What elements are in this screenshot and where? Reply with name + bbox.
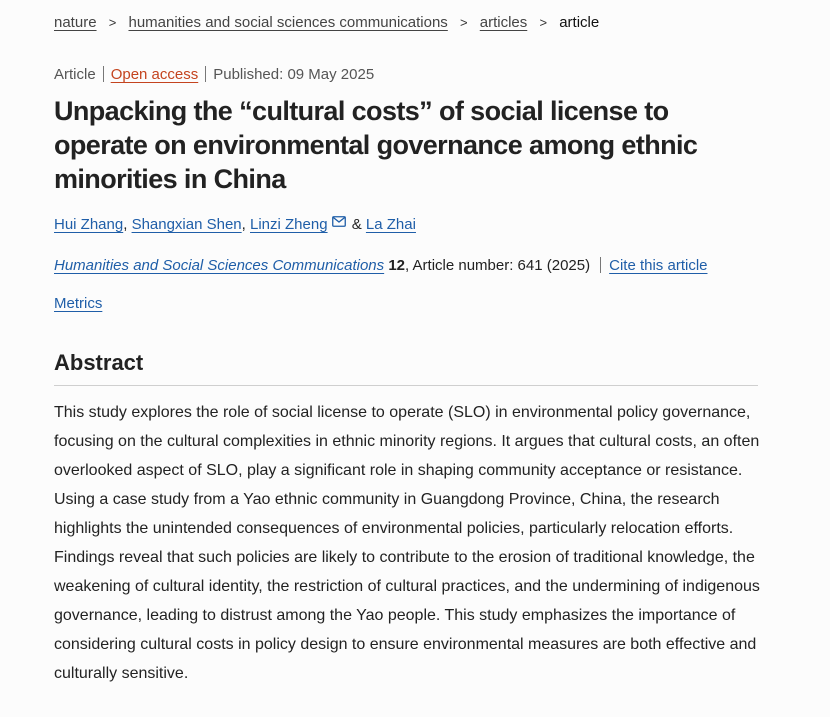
breadcrumb-current: article bbox=[559, 14, 600, 31]
author-link[interactable]: Hui Zhang bbox=[54, 216, 124, 233]
breadcrumb bbox=[54, 14, 599, 31]
published-date: Published: 09 May 2025 bbox=[213, 66, 375, 83]
divider bbox=[103, 66, 104, 82]
divider bbox=[205, 66, 206, 82]
journal-link[interactable]: Humanities and Social Sciences Communications bbox=[54, 257, 385, 274]
metrics-section bbox=[54, 295, 102, 312]
page-title: Unpacking the “cultural costs” of social license to operate on environmental governance among ethnic minorities in China bbox=[54, 96, 698, 194]
divider bbox=[54, 385, 758, 386]
breadcrumb-articles[interactable]: articles bbox=[479, 14, 528, 31]
divider bbox=[600, 257, 601, 273]
journal-volume: 12 bbox=[388, 257, 406, 274]
article-number: , Article number: 641 (2025) bbox=[405, 257, 591, 274]
article-type: Article bbox=[54, 66, 96, 83]
chevron-right-icon: > bbox=[459, 15, 468, 30]
abstract-heading: Abstract bbox=[54, 350, 144, 375]
breadcrumb-journal[interactable]: humanities and social sciences communications bbox=[128, 14, 448, 31]
author-link[interactable]: Linzi Zheng bbox=[250, 216, 328, 233]
author-separator: , bbox=[241, 216, 246, 233]
citation-line bbox=[54, 257, 708, 274]
author-list bbox=[54, 214, 416, 233]
chevron-right-icon: > bbox=[539, 15, 548, 30]
author-ampersand: & bbox=[351, 216, 362, 233]
metrics-link[interactable]: Metrics bbox=[54, 295, 103, 312]
author-link[interactable]: Shangxian Shen bbox=[131, 216, 242, 233]
author-link[interactable]: La Zhai bbox=[365, 216, 416, 233]
breadcrumb-nature[interactable]: nature bbox=[54, 14, 97, 31]
cite-article-link[interactable]: Cite this article bbox=[609, 257, 708, 274]
open-access-link[interactable]: Open access bbox=[110, 66, 199, 83]
chevron-right-icon: > bbox=[108, 15, 117, 30]
author-separator: , bbox=[123, 216, 128, 233]
abstract-text: This study explores the role of social license to operate (SLO) in environmental policy governance, focusing on the cultural complexities in ethnic minority regions. It argues that cultural costs, an often overlooked aspect of SLO, play a significant role in shaping community acceptance or resistance. Using a case study from a Yao ethnic community in Guangdong Province, China, the research highlights the unintended consequences of environmental policies, particularly relocation efforts. Findings reveal that such policies are likely to contribute to the erosion of traditional knowledge, the weakening of cultural identity, the restriction of cultural practices, and the undermining of indigenous governance, leading to distrust among the Yao people. This study emphasizes the importance of considering cultural costs in policy design to ensure environmental measures are both effective and culturally sensitive. bbox=[54, 404, 760, 682]
mail-icon[interactable] bbox=[332, 214, 346, 231]
article-meta bbox=[54, 66, 374, 83]
